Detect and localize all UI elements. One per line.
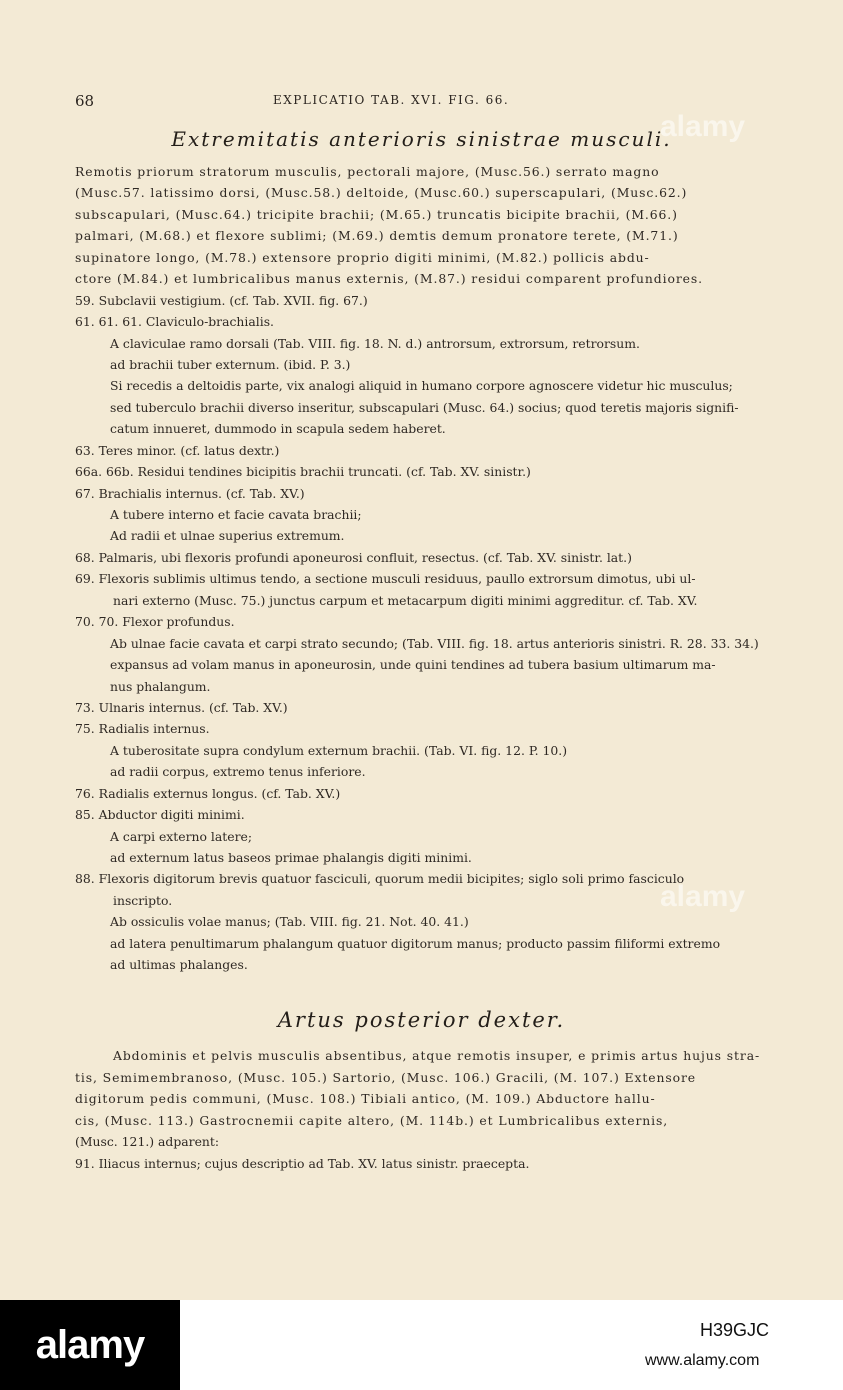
text-line: 88. Flexoris digitorum brevis quatuor fasciculi, quorum medii bicipites; siglo soli primo fasciculo <box>75 871 685 887</box>
section-body-posterior <box>75 1045 765 1174</box>
text-line: digitorum pedis communi, (Musc. 108.) Tibiali antico, (M. 109.) Abductore hallu- <box>75 1091 656 1106</box>
text-line: ad externum latus baseos primae phalangis digiti minimi. <box>110 850 472 865</box>
text-line: (Musc.57. latissimo dorsi, (Musc.58.) deltoide, (Musc.60.) superscapulari, (Musc.62.) <box>75 185 688 201</box>
text-line: subscapulari, (Musc.64.) tricipite brachii; (M.65.) truncatis bicipite brachii, (M.66.) <box>75 206 678 222</box>
text-line: 75. Radialis internus. <box>75 721 210 737</box>
text-line: 66a. 66b. Residui tendines bicipitis brachii truncati. (cf. Tab. XV. sinistr.) <box>75 464 531 480</box>
text-line: palmari, (M.68.) et flexore sublimi; (M.69.) demtis demum pronatore terete, (M.71.) <box>75 228 679 244</box>
text-line: Remotis priorum stratorum musculis, pectorali majore, (Musc.56.) serrato magno <box>75 164 660 179</box>
text-line: 63. Teres minor. (cf. latus dextr.) <box>75 442 280 458</box>
text-line: 59. Subclavii vestigium. (cf. Tab. XVII. fig. 67.) <box>75 292 368 308</box>
text-line: cis, (Musc. 113.) Gastrocnemii capite altero, (M. 114b.) et Lumbricalibus externis, <box>75 1112 669 1128</box>
text-line: A tuberositate supra condylum externum brachii. (Tab. VI. fig. 12. P. 10.) <box>110 742 568 758</box>
text-line: supinatore longo, (M.78.) extensore proprio digiti minimi, (M.82.) pollicis abdu- <box>75 249 650 265</box>
text-line: 76. Radialis externus longus. (cf. Tab. XV.) <box>75 785 341 801</box>
text-line: 73. Ulnaris internus. (cf. Tab. XV.) <box>75 699 288 715</box>
text-line: 70. 70. Flexor profundus. <box>75 614 235 630</box>
text-line: 85. Abductor digiti minimi. <box>75 807 245 823</box>
text-line: ad latera penultimarum phalangum quatuor digitorum manus; producto passim filiformi extremo <box>110 935 721 951</box>
text-line: Abdominis et pelvis musculis absentibus, atque remotis insuper, e primis artus hujus stra- <box>113 1048 761 1063</box>
logo-box <box>0 1300 180 1390</box>
text-line: 67. Brachialis internus. (cf. Tab. XV.) <box>75 485 305 501</box>
section-body-anterior <box>75 161 765 976</box>
section-title-posterior: Artus posterior dexter. <box>277 1008 566 1032</box>
text-line: A carpi externo latere; <box>110 828 252 844</box>
alamy-logo: alamy <box>35 1322 145 1367</box>
site-url: www.alamy.com <box>645 1352 760 1369</box>
text-line: ad radii corpus, extremo tenus inferiore. <box>110 764 366 780</box>
text-line: A tubere interno et facie cavata brachii; <box>110 507 362 522</box>
watermark: alamy <box>660 110 746 143</box>
running-header <box>75 92 765 112</box>
text-line: tis, Semimembranoso, (Musc. 105.) Sartorio, (Musc. 106.) Gracili, (M. 107.) Extensore <box>75 1069 697 1085</box>
text-line: 69. Flexoris sublimis ultimus tendo, a sectione musculi residuus, paullo extrorsum dimotus, ubi ul- <box>75 571 696 587</box>
text-line: nari externo (Musc. 75.) junctus carpum et metacarpum digiti minimi aggreditur. cf. Tab. XV. <box>113 592 698 608</box>
text-line: 61. 61. 61. Claviculo-brachialis. <box>75 314 274 330</box>
text-line: ad brachii tuber externum. (ibid. P. 3.) <box>110 356 351 372</box>
text-line: Ab ulnae facie cavata et carpi strato secundo; (Tab. VIII. fig. 18. artus anterioris sinistri. R. 28. 33. 34.) <box>110 635 759 651</box>
text-line: A claviculae ramo dorsali (Tab. VIII. fig. 18. N. d.) antrorsum, extrorsum, retrorsum. <box>110 335 640 351</box>
text-line: Ab ossiculis volae manus; (Tab. VIII. fig. 21. Not. 40. 41.) <box>110 914 469 930</box>
text-line: catum innueret, dummodo in scapula sedem haberet. <box>110 421 446 437</box>
text-line: 68. Palmaris, ubi flexoris profundi aponeurosi confluit, resectus. (cf. Tab. XV. sinistr. lat.) <box>75 549 632 565</box>
text-line: Si recedis a deltoidis parte, vix analogi aliquid in humano corpore agnoscere videtur hic musculus; <box>110 378 733 394</box>
text-line: expansus ad volam manus in aponeurosin, unde quini tendines ad tubera basium ultimarum ma- <box>110 657 716 673</box>
running-title: EXPLICATIO TAB. XVI. FIG. 66. <box>273 93 510 107</box>
text-line: ad ultimas phalanges. <box>110 957 248 973</box>
section-title-anterior: Extremitatis anterioris sinistrae musculi. <box>171 127 672 151</box>
text-line: inscripto. <box>113 892 173 908</box>
text-line: 91. Iliacus internus; cujus descriptio ad Tab. XV. latus sinistr. praecepta. <box>75 1155 530 1171</box>
text-line: Ad radii et ulnae superius extremum. <box>110 528 345 544</box>
stock-footer <box>0 1300 843 1390</box>
text-line: nus phalangum. <box>110 678 211 694</box>
page-number: 68 <box>75 92 95 110</box>
text-line: (Musc. 121.) adparent: <box>75 1134 220 1149</box>
text-line: sed tuberculo brachii diverso inseritur, subscapulari (Musc. 64.) socius; quod teretis majoris signifi- <box>110 399 739 415</box>
image-id: H39GJC <box>700 1320 770 1340</box>
text-line: ctore (M.84.) et lumbricalibus manus externis, (M.87.) residui comparent profundiores. <box>75 271 703 287</box>
watermark: alamy <box>660 880 746 913</box>
